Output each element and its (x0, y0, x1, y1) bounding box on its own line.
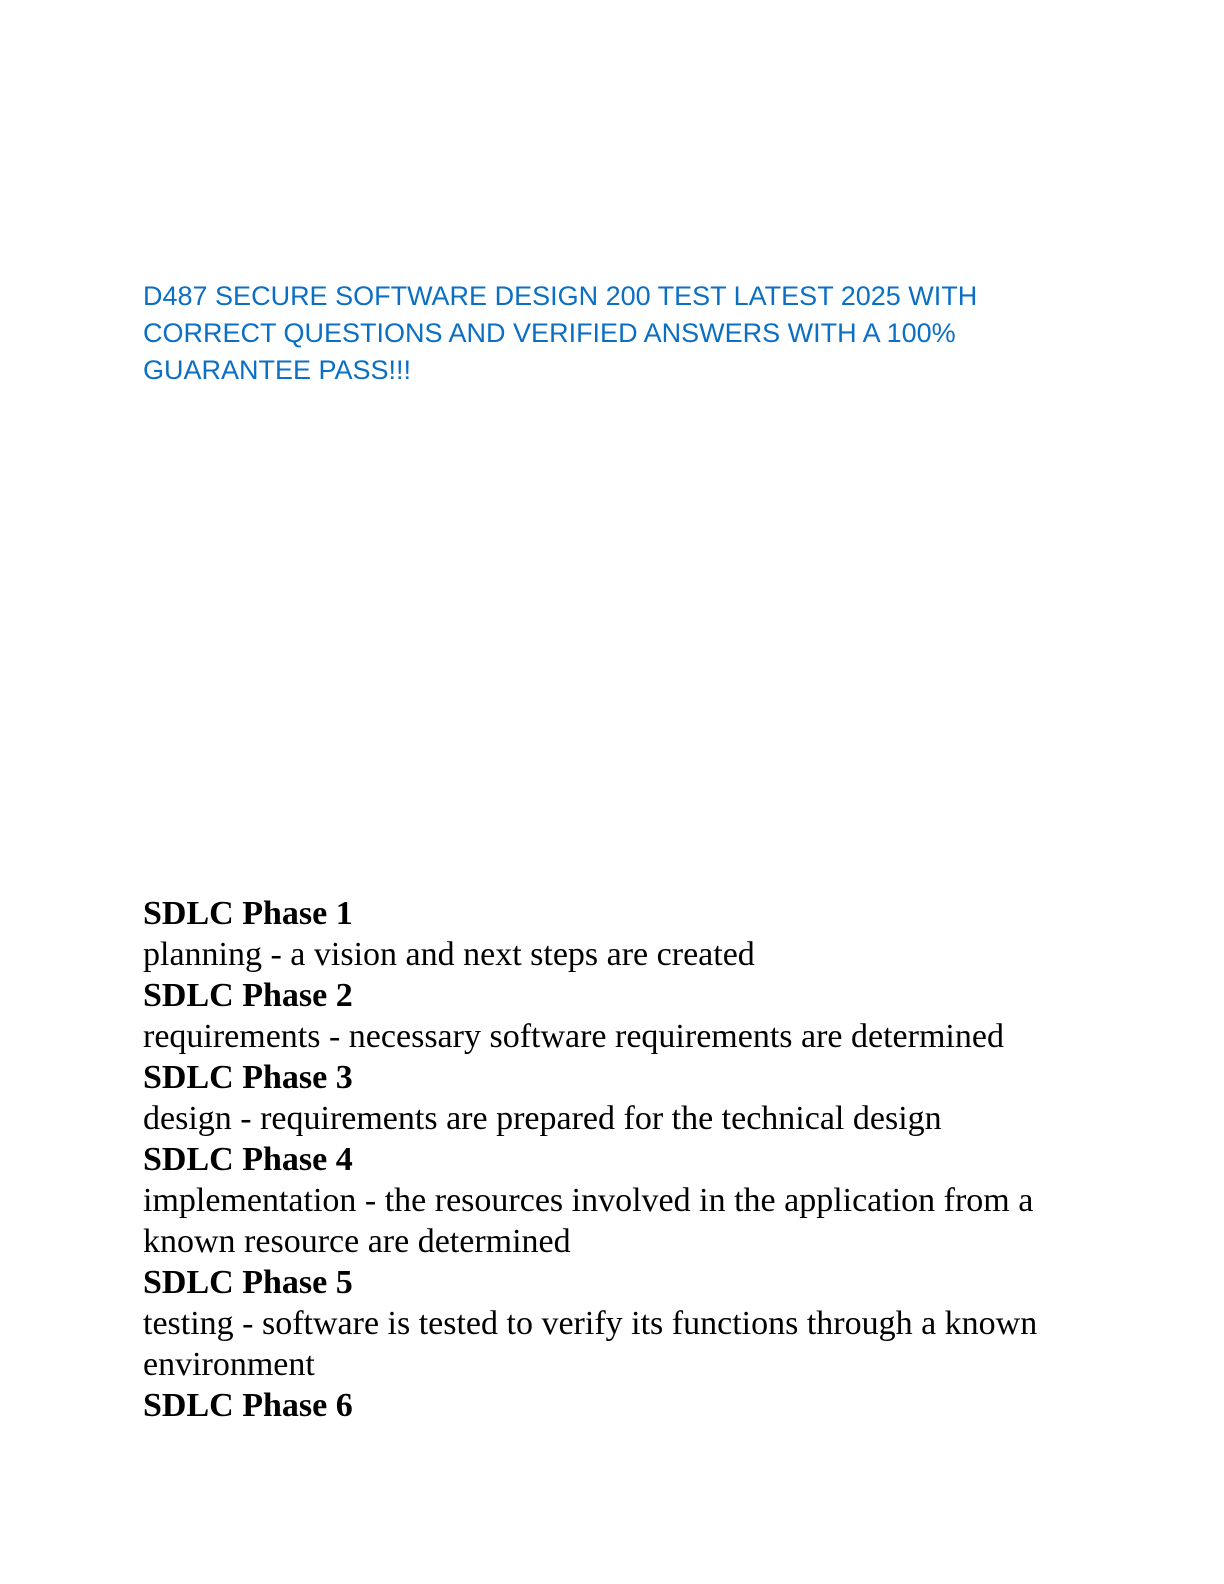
question-term: SDLC Phase 4 (143, 1141, 353, 1178)
document-title: D487 SECURE SOFTWARE DESIGN 200 TEST LATEST 2025 WITH CORRECT QUESTIONS AND VERIFIED ANSWERS WITH A 100% GUARANTEE PASS!!! (143, 281, 978, 385)
answer-definition: design - requirements are prepared for the technical design (143, 1100, 942, 1137)
flashcard-list (143, 893, 1083, 1426)
answer-definition: requirements - necessary software requirements are determined (143, 1018, 1004, 1055)
question-term: SDLC Phase 6 (143, 1387, 353, 1424)
question-term: SDLC Phase 3 (143, 1059, 353, 1096)
question-term: SDLC Phase 1 (143, 895, 353, 932)
answer-definition: implementation - the resources involved in the application from a known resource are determined (143, 1182, 1034, 1260)
answer-definition: planning - a vision and next steps are created (143, 936, 755, 973)
answer-definition: testing - software is tested to verify its functions through a known environment (143, 1305, 1038, 1383)
question-term: SDLC Phase 2 (143, 977, 353, 1014)
question-term: SDLC Phase 5 (143, 1264, 353, 1301)
